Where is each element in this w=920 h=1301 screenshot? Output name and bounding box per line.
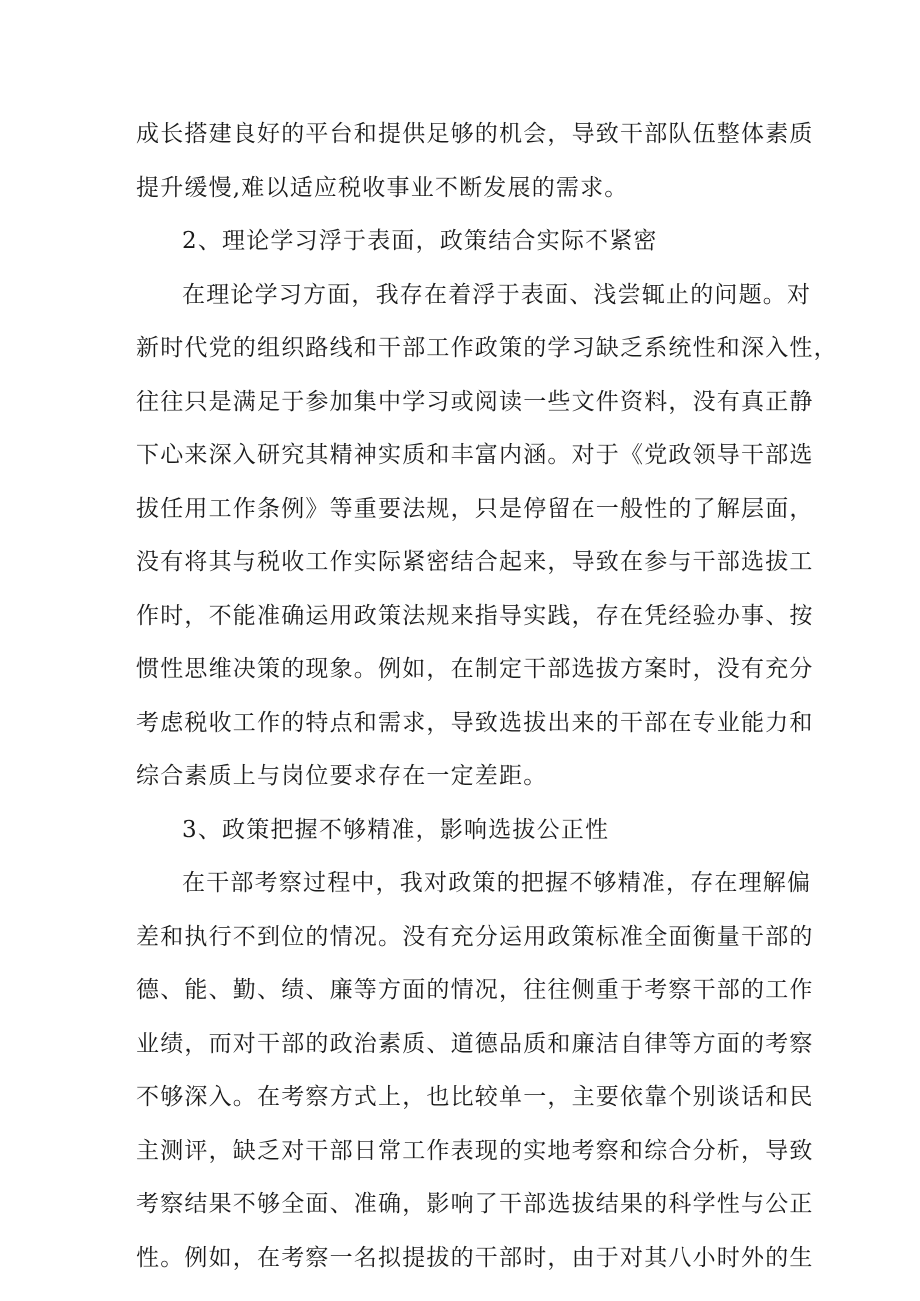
text-line: 主测评，缺乏对干部日常工作表现的实地考察和综合分析，导致 [136,1137,814,1164]
text-line: 在理论学习方面，我存在着浮于表面、浅尝辄止的问题。对 [182,281,812,308]
text-line: 综合素质上与岗位要求存在一定差距。 [136,763,548,789]
text-line: 没有将其与税收工作实际紧密结合起来，导致在参与干部选拔工 [136,549,814,575]
text-line: 提升缓慢,难以适应税收事业不断发展的需求。 [136,174,629,201]
text-line: 往往只是满足于参加集中学习或阅读一些文件资料，没有真正静 [136,388,814,415]
text-line: 2、理论学习浮于表面，政策结合实际不紧密 [182,228,658,254]
text-line: 成长搭建良好的平台和提供足够的机会，导致干部队伍整体素质 [136,121,814,147]
text-line: 拔任用工作条例》等重要法规，只是停留在一般性的了解层面， [136,495,814,522]
text-line: 考虑税收工作的特点和需求，导致选拔出来的干部在专业能力和 [136,709,814,736]
text-line: 惯性思维决策的现象。例如，在制定干部选拔方案时，没有充分 [136,656,814,682]
text-line: 下心来深入研究其精神实质和丰富内涵。对于《党政领导干部选 [136,442,814,468]
text-line: 不够深入。在考察方式上，也比较单一，主要依靠个别谈话和民 [136,1084,814,1110]
text-line: 业绩，而对干部的政治素质、道德品质和廉洁自律等方面的考察 [136,1030,814,1057]
text-line: 差和执行不到位的情况。没有充分运用政策标准全面衡量干部的 [136,923,814,950]
text-line: 德、能、勤、绩、廉等方面的情况，往往侧重于考察干部的工作 [136,977,814,1003]
text-line: 在干部考察过程中，我对政策的把握不够精准，存在理解偏 [182,870,812,896]
text-line: 3、政策把握不够精准，影响选拔公正性 [182,816,610,843]
text-line: 性。例如，在考察一名拟提拔的干部时，由于对其八小时外的生 [136,1244,814,1271]
text-line: 作时，不能准确运用政策法规来指导实践，存在凭经验办事、按 [136,602,814,629]
text-line: 新时代党的组织路线和干部工作政策的学习缺乏系统性和深入性， [136,335,838,361]
document-body [136,108,838,1285]
text-line: 考察结果不够全面、准确，影响了干部选拔结果的科学性与公正 [136,1191,814,1217]
